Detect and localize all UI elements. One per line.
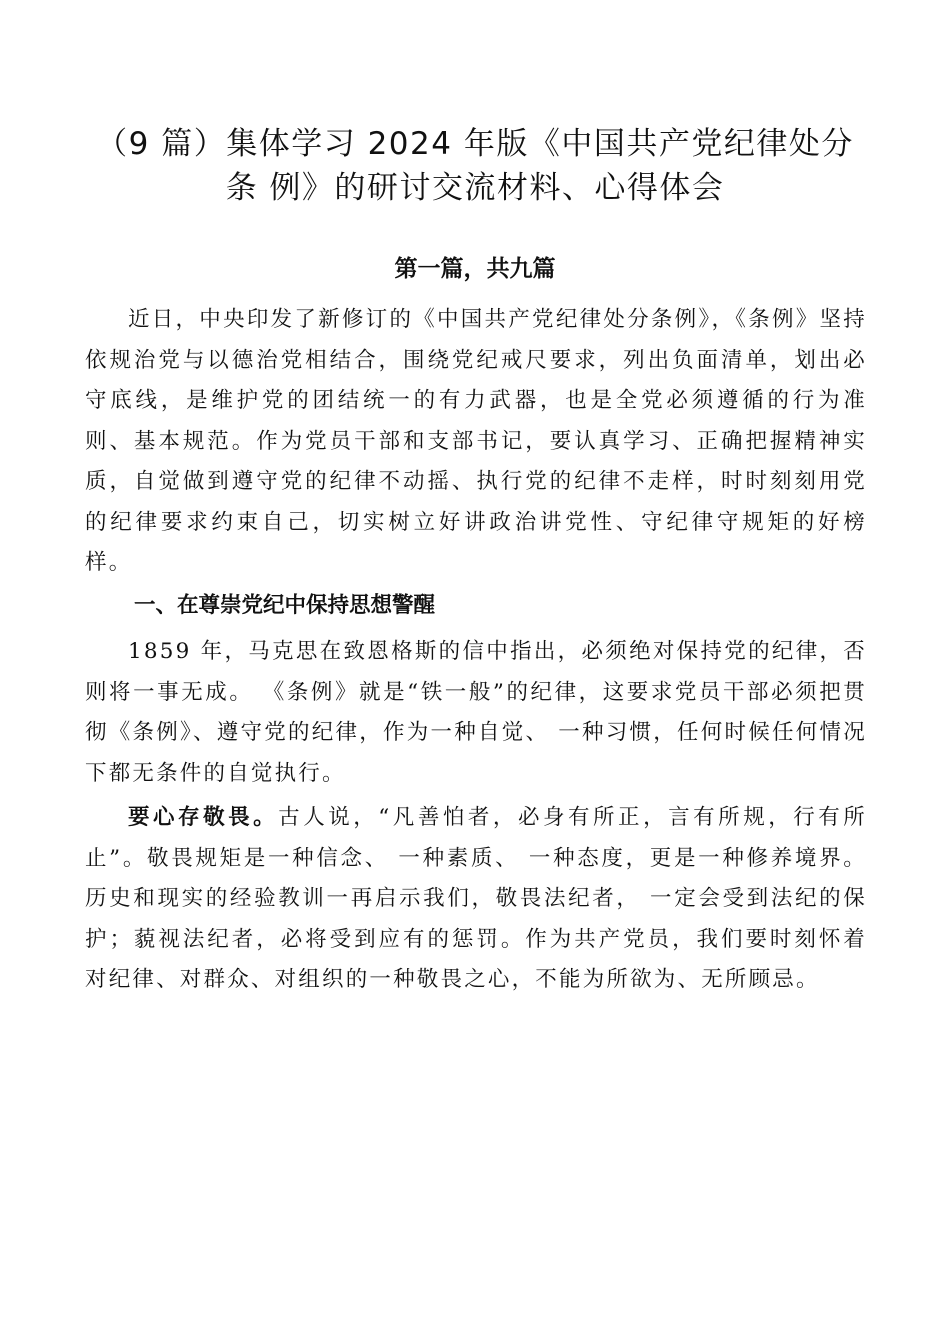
part-heading: 第一篇，共九篇 bbox=[394, 256, 556, 282]
document-title-line-2: 条 例》的研讨交流材料、心得体会 bbox=[225, 170, 725, 206]
body-paragraph-2: 1859 年，马克思在致恩格斯的信中指出，必须绝对保持党的纪律，否则将一事无成。 《条例》就是“铁一般”的纪律，这要求党员干部必须把贯彻《条例》、遵守党的纪律，作为一种自觉、 一种习惯，任何时候任何情况下都无条件的自觉执行。 bbox=[85, 639, 867, 786]
document-title bbox=[70, 122, 880, 210]
paragraph-body-text: 古人说，“凡善怕者，必身有所正，言有所规，行有所止”。敬畏规矩是一种信念、 一种素质、 一种态度，更是一种修养境界。历史和现实的经验教训一再启示我们，敬畏法纪者， 一定会受到法纪的保护；藐视法纪者，必将受到应有的惩罚。作为共产党员，我们要时刻怀着对纪律、对群众、对组织的一种敬畏之心，不能为所欲为、无所顾忌。 bbox=[85, 805, 868, 992]
section-heading-1: 一、在尊崇党纪中保持思想警醒 bbox=[134, 593, 436, 618]
paragraph-lead-phrase: 要心存敬畏。 bbox=[128, 805, 279, 830]
body-paragraph-3 bbox=[85, 798, 867, 1001]
document-title-line-1: （9 篇）集体学习 2024 年版《中国共产党纪律处分 bbox=[96, 126, 854, 162]
body-paragraph-1: 近日，中央印发了新修订的《中国共产党纪律处分条例》，《条例》坚持依规治党与以德治党相结合，围绕党纪戒尺要求，列出负面清单，划出必守底线，是维护党的团结统一的有力武器，也是全党必须遵循的行为准则、基本规范。作为党员干部和支部书记，要认真学习、正确把握精神实质，自觉做到遵守党的纪律不动摇、执行党的纪律不走样，时时刻刻用党的纪律要求约束自己，切实树立好讲政治讲党性、守纪律守规矩的好榜样。 bbox=[85, 307, 867, 575]
